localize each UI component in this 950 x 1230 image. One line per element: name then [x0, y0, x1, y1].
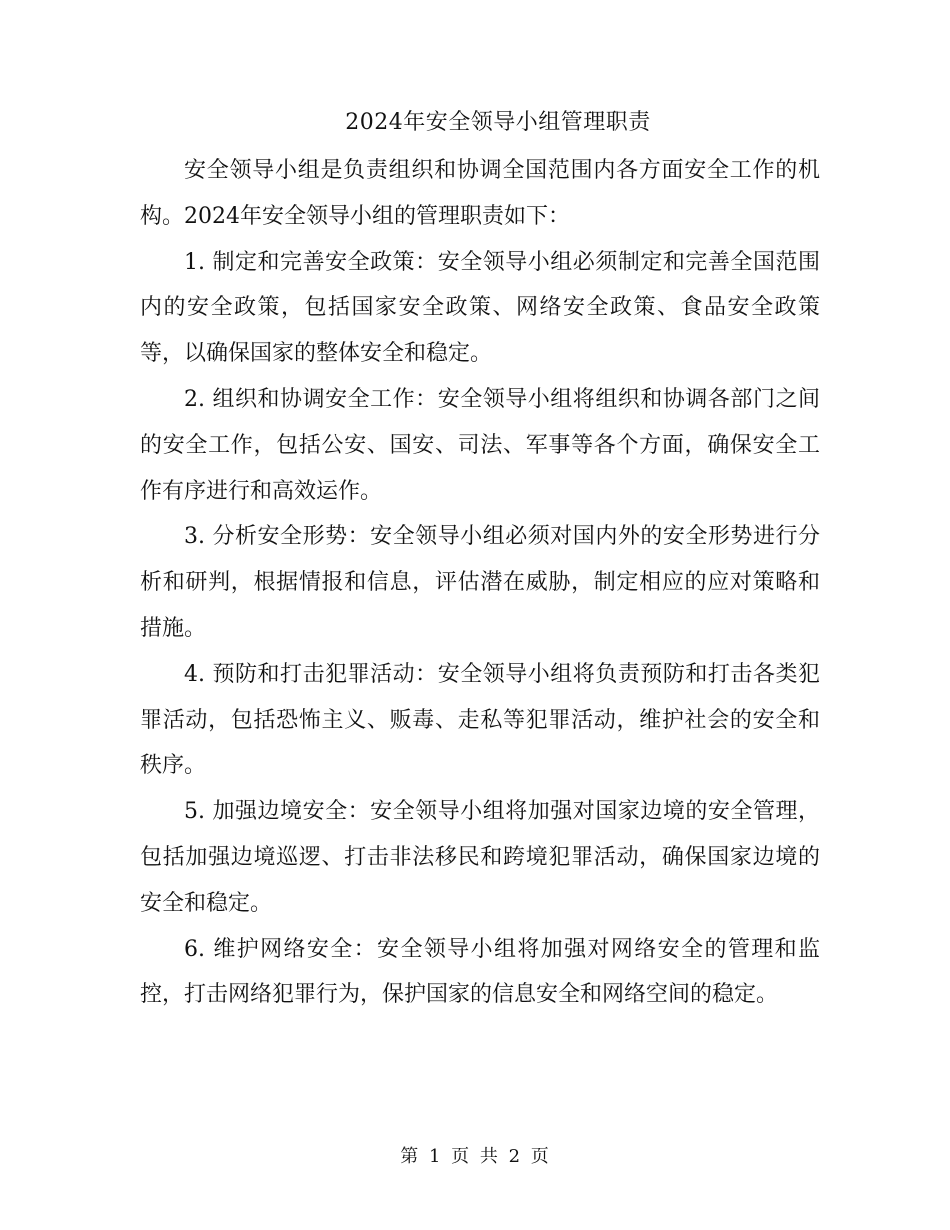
document-body	[140, 148, 820, 1018]
duty-paragraph-6: 6. 维护网络安全：安全领导小组将加强对网络安全的管理和监控，打击网络犯罪行为，保护国家的信息安全和网络空间的稳定。	[140, 936, 820, 1008]
page-number-footer: 第 1 页 共 2 页	[400, 1146, 550, 1167]
duty-paragraph-2: 2. 组织和协调安全工作：安全领导小组将组织和协调各部门之间的安全工作，包括公安、国安、司法、军事等各个方面，确保安全工作有序进行和高效运作。	[140, 386, 820, 504]
intro-paragraph: 安全领导小组是负责组织和协调全国范围内各方面安全工作的机构。2024年安全领导小组的管理职责如下：	[140, 158, 820, 229]
duty-paragraph-3: 3. 分析安全形势：安全领导小组必须对国内外的安全形势进行分析和研判，根据情报和信息，评估潜在威胁，制定相应的应对策略和措施。	[140, 524, 820, 641]
document-title: 2024年安全领导小组管理职责	[345, 110, 651, 135]
duty-paragraph-4: 4. 预防和打击犯罪活动：安全领导小组将负责预防和打击各类犯罪活动，包括恐怖主义、贩毒、走私等犯罪活动，维护社会的安全和秩序。	[140, 661, 820, 779]
duty-paragraph-1: 1. 制定和完善安全政策：安全领导小组必须制定和完善全国范围内的安全政策，包括国家安全政策、网络安全政策、食品安全政策等，以确保国家的整体安全和稳定。	[140, 249, 820, 367]
duty-paragraph-5: 5. 加强边境安全：安全领导小组将加强对国家边境的安全管理，包括加强边境巡逻、打击非法移民和跨境犯罪活动，确保国家边境的安全和稳定。	[140, 799, 820, 916]
